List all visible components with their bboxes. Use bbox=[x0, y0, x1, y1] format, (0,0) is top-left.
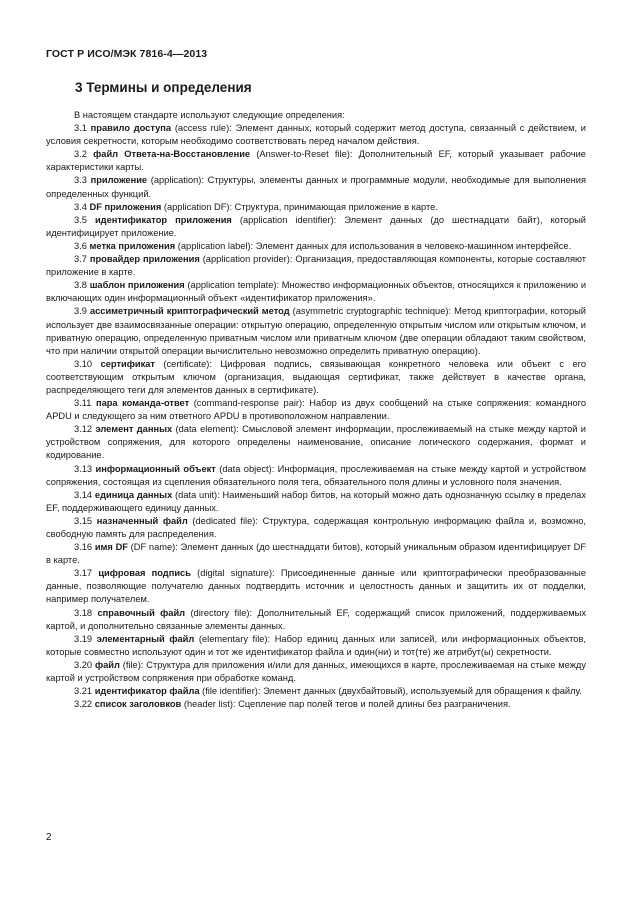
definition-number: 3.3 bbox=[74, 175, 87, 186]
definition-text: (elementary file): Набор единиц данных или записей, или информационных объектов, которые совместно используют один и тот же идентификатор файла и один(ни) и тот(те) же атрибут(ы) секретности. bbox=[46, 633, 586, 657]
definition-term: назначенный файл bbox=[96, 515, 188, 526]
definition-item bbox=[46, 515, 586, 541]
definition-number: 3.22 bbox=[74, 699, 93, 710]
definition-text: (file identifier): Элемент данных (двухбайтовый), используемый для обращения к файлу. bbox=[199, 686, 582, 697]
definition-number: 3.9 bbox=[74, 306, 87, 317]
definition-item bbox=[46, 240, 586, 253]
definition-item bbox=[46, 633, 586, 659]
definition-number: 3.10 bbox=[74, 358, 93, 369]
definition-item bbox=[46, 305, 586, 357]
definition-text: (application DF): Структура, принимающая приложение в карте. bbox=[161, 201, 438, 212]
definitions-body bbox=[46, 109, 586, 711]
definition-number: 3.15 bbox=[74, 515, 93, 526]
definition-number: 3.16 bbox=[74, 542, 93, 553]
definition-number: 3.18 bbox=[74, 607, 93, 618]
definition-term: метка приложения bbox=[89, 240, 176, 251]
definition-item bbox=[46, 148, 586, 174]
section-title: 3 Термины и определения bbox=[75, 80, 252, 95]
definition-text: (DF name): Элемент данных (до шестнадцати битов), который уникальным образом идентифицирует DF в карте. bbox=[46, 542, 586, 566]
definition-number: 3.17 bbox=[74, 568, 93, 579]
definition-term: DF приложения bbox=[89, 201, 162, 212]
definition-text: (file): Структура для приложения и/или для данных, имеющихся в карте, прослеживаемая на стыке между картой и устройством сопряжения при обработке команд. bbox=[46, 659, 586, 684]
definition-number: 3.20 bbox=[74, 659, 93, 670]
definition-term: файл Ответа-на-Восстановление bbox=[93, 149, 251, 160]
definition-text: (directory file): Дополнительный EF, содержащий список приложений, поддерживаемых картой, и дополнительно связанные элементы данных. bbox=[46, 607, 586, 631]
definition-text: (application identifier): Элемент данных (до шестнадцати байт), который идентифицирует приложение. bbox=[46, 214, 586, 238]
definition-term: список заголовков bbox=[94, 699, 182, 710]
definition-number: 3.13 bbox=[74, 463, 93, 474]
definition-term: идентификатор приложения bbox=[94, 214, 232, 225]
definition-item bbox=[46, 174, 586, 200]
definition-item bbox=[46, 541, 586, 567]
intro-paragraph: В настоящем стандарте используют следующие определения: bbox=[74, 110, 345, 120]
definition-item bbox=[46, 397, 586, 423]
definition-text: (certificate): Цифровая подпись, связывающая конкретного человека или объект с его соответствующим открытым ключом (организация, выдающая сертификат, также действует в качестве органа, распределяющего теги для элементов данных в сертификате). bbox=[46, 358, 586, 395]
definition-number: 3.6 bbox=[74, 240, 87, 251]
definition-text: (data element): Смысловой элемент информации, прослеживаемый на стыке между картой и устройством сопряжения, для которого определены наименование, описание логического содержания, формат и кодирование. bbox=[46, 424, 586, 461]
definition-number: 3.12 bbox=[74, 424, 93, 435]
definition-text: (application): Структуры, элементы данных и программные модули, необходимые для выполнения определенных функций. bbox=[46, 175, 586, 199]
definition-number: 3.7 bbox=[74, 254, 87, 265]
definition-item bbox=[46, 423, 586, 462]
definition-number: 3.2 bbox=[74, 149, 87, 160]
definition-text: (Answer-to-Reset file): Дополнительный EF, который указывает рабочие характеристики карты. bbox=[46, 149, 586, 173]
definition-term: идентификатор файла bbox=[94, 686, 200, 697]
definition-term: элементарный файл bbox=[96, 633, 195, 644]
definition-term: элемент данных bbox=[95, 424, 173, 435]
definition-term: шаблон приложения bbox=[89, 280, 185, 291]
definition-term: провайдер приложения bbox=[89, 254, 200, 265]
definition-text: (dedicated file): Структура, содержащая контрольную информацию файла и, возможно, свободную память для распределения. bbox=[46, 515, 586, 539]
definition-number: 3.14 bbox=[74, 489, 93, 500]
definition-number: 3.8 bbox=[74, 280, 87, 291]
definition-number: 3.1 bbox=[74, 123, 87, 134]
definition-term: справочный файл bbox=[97, 607, 186, 618]
definition-text: (data unit): Наименьший набор битов, на который можно дать однозначную ссылку в пределах EF, поддерживающего единицу данных. bbox=[46, 489, 586, 513]
definition-item bbox=[46, 698, 586, 711]
definition-item bbox=[46, 463, 586, 489]
definition-item bbox=[46, 659, 586, 685]
definition-item bbox=[46, 279, 586, 305]
definition-item bbox=[46, 201, 586, 214]
definition-number: 3.11 bbox=[74, 398, 92, 409]
definition-term: единица данных bbox=[94, 489, 173, 500]
definition-term: цифровая подпись bbox=[98, 568, 191, 579]
definition-text: (command-response pair): Набор из двух сообщений на стыке сопряжения: командного APDU и следующего за ним ответного APDU в противоположном направлении. bbox=[46, 398, 586, 422]
definition-text: (header list): Сцепление пар полей тегов и полей длины без разграничения. bbox=[181, 699, 511, 710]
definition-term: информационный объект bbox=[95, 463, 216, 474]
definition-number: 3.19 bbox=[74, 633, 93, 644]
definition-number: 3.21 bbox=[74, 686, 93, 697]
definition-text: (application label): Элемент данных для использования в человеко-машинном интерфейсе. bbox=[175, 240, 572, 251]
definition-term: приложение bbox=[90, 175, 148, 186]
definition-item bbox=[46, 358, 586, 397]
definition-item bbox=[46, 567, 586, 606]
definition-term: ассиметричный криптографический метод bbox=[89, 306, 290, 317]
definition-text: (data object): Информация, прослеживаемая на стыке между картой и устройством сопряжения, состоящая из сцепления обязательного поля тега, обязательного поля длины и условного поля значения. bbox=[46, 463, 586, 487]
definition-term: сертификат bbox=[100, 358, 155, 369]
definition-item bbox=[46, 122, 586, 148]
definitions-list bbox=[46, 122, 586, 711]
definition-text: (asymmetric cryptographic technique): Метод криптографии, который использует две взаимосвязанные операции: открытую операцию, определенную открытым числом или открытым ключом, и приватную операцию, определенную приватным числом или приватным ключом (две операции обладают таким свойством, что при наличии открытой операции вычислительно невозможно определить приватную операцию). bbox=[46, 306, 586, 356]
definition-text: (application template): Множество информационных объектов, относящихся к приложению и включающих один информационный объект «идентификатор приложения». bbox=[46, 280, 587, 304]
definition-item bbox=[46, 685, 586, 698]
definition-number: 3.4 bbox=[74, 201, 87, 212]
standard-header: ГОСТ Р ИСО/МЭК 7816-4—2013 bbox=[46, 48, 208, 60]
definition-term: пара команда-ответ bbox=[95, 398, 190, 409]
page-number: 2 bbox=[46, 832, 52, 843]
definition-text: (access rule): Элемент данных, который содержит метод доступа, связанный с действием, и условия секретности, которым необходимо соответствовать перед началом действия. bbox=[46, 123, 586, 147]
definition-term: файл bbox=[94, 659, 120, 670]
definition-item bbox=[46, 214, 586, 240]
definition-term: правило доступа bbox=[90, 123, 172, 134]
definition-term: имя DF bbox=[94, 542, 128, 553]
definition-item bbox=[46, 489, 586, 515]
definition-item bbox=[46, 253, 586, 279]
definition-number: 3.5 bbox=[74, 214, 87, 225]
definition-text: (application provider): Организация, предоставляющая компоненты, которые составляют приложение в карте. bbox=[46, 254, 586, 278]
definition-item bbox=[46, 607, 586, 633]
definition-text: (digital signature): Присоединенные данные или криптографически преобразованные данные, позволяющие получателю данных подтвердить источник и целостность данных и защитить их от подделки, например получателем. bbox=[46, 568, 586, 605]
